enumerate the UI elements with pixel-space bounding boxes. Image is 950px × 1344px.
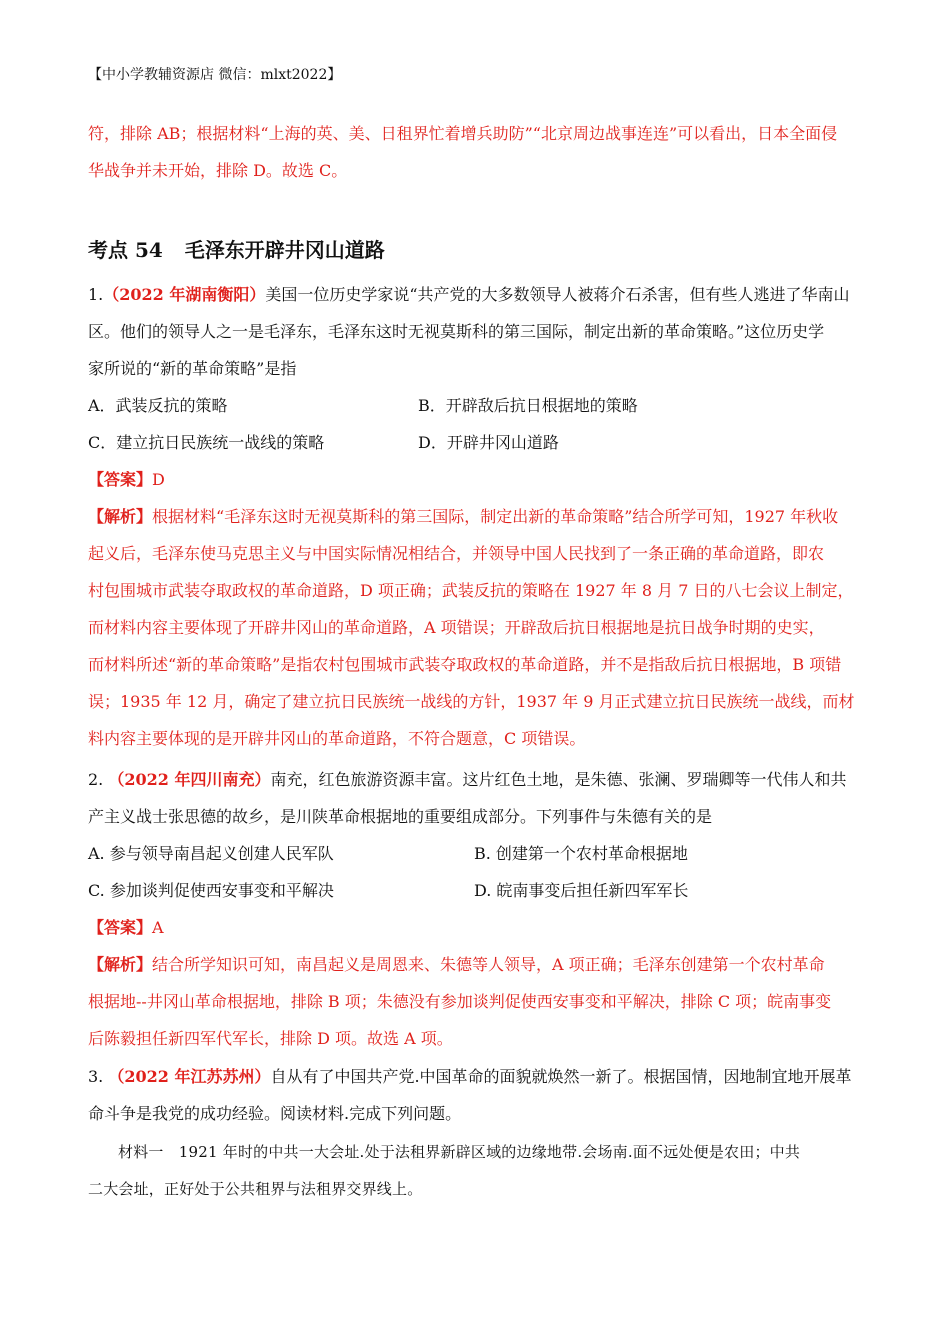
text-line: 后陈毅担任新四军代军长，排除 D 项。故选 A 项。 <box>88 1029 453 1048</box>
question-1-options-row-2 <box>88 424 864 461</box>
question-2-analysis <box>88 946 864 1057</box>
question-number: 2. <box>88 770 104 789</box>
option-b: B. 创建第一个农村革命根据地 <box>474 844 688 863</box>
option-d: D．开辟井冈山道路 <box>418 433 559 452</box>
analysis-first-line <box>88 946 864 983</box>
question-first-line <box>88 761 864 798</box>
question-2-stem <box>88 761 864 835</box>
answer-line <box>88 461 864 498</box>
question-source: （2022 年江苏苏州） <box>108 1067 271 1086</box>
text-line: 根据地--井冈山革命根据地，排除 B 项；朱德没有参加谈判促使西安事变和平解决，排除 C 项；皖南事变 <box>88 992 832 1011</box>
text-line: 村包围城市武装夺取政权的革命道路，D 项正确；武装反抗的策略在 1927 年 8 月 7 日的八七会议上制定， <box>88 581 854 600</box>
previous-analysis-continuation <box>88 115 864 189</box>
question-number: 1. <box>88 285 104 304</box>
option-c: C. 参加谈判促使西安事变和平解决 <box>88 881 334 900</box>
section-heading <box>88 234 385 263</box>
text-line: 而材料内容主要体现了开辟井冈山的革命道路，A 项错误；开辟敌后抗日根据地是抗日战争时期的史实， <box>88 618 825 637</box>
option-a: A．武装反抗的策略 <box>88 396 228 415</box>
section-number: 考点 54 <box>88 238 163 262</box>
text-line: 结合所学知识可知，南昌起义是周恩来、朱德等人领导，A 项正确；毛泽东创建第一个农村革命 <box>152 955 825 974</box>
question-first-line <box>88 276 864 313</box>
answer-value: D <box>152 470 165 489</box>
text-line: 而材料所述“新的革命策略”是指农村包围城市武装夺取政权的革命道路，并不是指敌后抗日根据地，B 项错 <box>88 655 842 674</box>
question-1-answer <box>88 461 864 498</box>
page-header: 【中小学教辅资源店 微信：mlxt2022】 <box>88 67 342 83</box>
question-2-options-row-2 <box>88 872 864 909</box>
answer-label: 【答案】 <box>88 918 153 937</box>
question-source: （2022 年湖南衡阳） <box>103 285 266 304</box>
answer-label: 【答案】 <box>88 470 153 489</box>
section-title: 毛泽东开辟井冈山道路 <box>184 238 385 262</box>
text-line: 华战争并未开始，排除 D。故选 C。 <box>88 161 348 180</box>
text-line: 料内容主要体现的是开辟井冈山的革命道路，不符合题意，C 项错误。 <box>88 729 586 748</box>
text-line: 起义后，毛泽东使马克思主义与中国实际情况相结合，并领导中国人民找到了一条正确的革命道路，即农 <box>88 544 825 563</box>
material-line: 材料一 1921 年时的中共一大会址.处于法租界新辟区域的边缘地带.会场南.面不远处便是农田；中共 <box>118 1143 801 1161</box>
text-line: 区。他们的领导人之一是毛泽东，毛泽东这时无视莫斯科的第三国际，制定出新的革命策略。”这位历史学 <box>88 322 825 341</box>
text-line: 误；1935 年 12 月，确定了建立抗日民族统一战线的方针，1937 年 9 月正式建立抗日民族统一战线，而材 <box>88 692 855 711</box>
question-3-material <box>88 1134 864 1208</box>
question-first-line <box>88 1058 864 1095</box>
analysis-first-line <box>88 498 864 535</box>
answer-value: A <box>152 918 164 937</box>
text-line: 命斗争是我党的成功经验。阅读材料.完成下列问题。 <box>88 1104 462 1123</box>
analysis-label: 【解析】 <box>88 955 153 974</box>
text-line: 产主义战士张思德的故乡，是川陕革命根据地的重要组成部分。下列事件与朱德有关的是 <box>88 807 713 826</box>
question-source: （2022 年四川南充） <box>108 770 271 789</box>
question-1-analysis <box>88 498 864 757</box>
answer-line <box>88 909 864 946</box>
text-line: 自从有了中国共产党.中国革命的面貌就焕然一新了。根据国情，因地制宜地开展革 <box>270 1067 852 1086</box>
analysis-label: 【解析】 <box>88 507 153 526</box>
question-2-answer <box>88 909 864 946</box>
text-line: 南充，红色旅游资源丰富。这片红色土地，是朱德、张澜、罗瑞卿等一代伟人和共 <box>270 770 847 789</box>
text-line: 家所说的“新的革命策略”是指 <box>88 359 297 378</box>
question-3-stem <box>88 1058 864 1132</box>
question-1-stem <box>88 276 864 387</box>
option-d: D. 皖南事变后担任新四军军长 <box>474 881 689 900</box>
option-a: A. 参与领导南昌起义创建人民军队 <box>88 844 334 863</box>
question-number: 3. <box>88 1067 104 1086</box>
question-1-options-row-1 <box>88 387 864 424</box>
option-b: B．开辟敌后抗日根据地的策略 <box>418 396 638 415</box>
text-line: 符，排除 AB；根据材料“上海的英、美、日租界忙着增兵助防”“北京周边战事连连”可以看出，日本全面侵 <box>88 124 838 143</box>
option-c: C．建立抗日民族统一战线的策略 <box>88 433 325 452</box>
material-line: 二大会址，正好处于公共租界与法租界交界线上。 <box>88 1180 423 1198</box>
text-line: 美国一位历史学家说“共产党的大多数领导人被蒋介石杀害，但有些人逃进了华南山 <box>265 285 850 304</box>
text-line: 根据材料“毛泽东这时无视莫斯科的第三国际，制定出新的革命策略”结合所学可知，1927 年秋收 <box>152 507 839 526</box>
question-2-options-row-1 <box>88 835 864 872</box>
